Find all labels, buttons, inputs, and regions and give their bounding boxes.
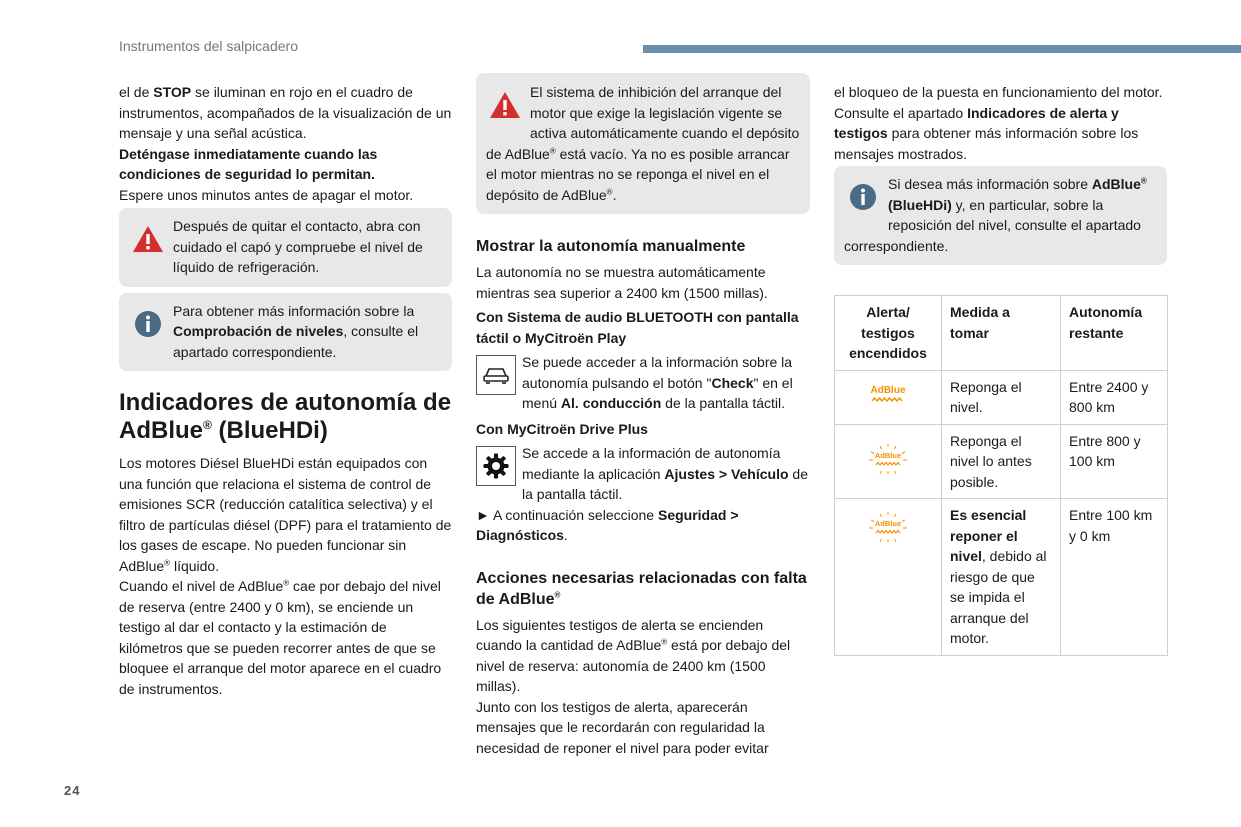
paragraph: Se puede acceder a la información sobre la autonomía pulsando el botón "Check" en el menú Al. conducción de la pantalla táctil. (476, 352, 810, 414)
adblue-flashing-icon (835, 499, 942, 656)
range-cell: Entre 800 y 100 km (1061, 424, 1168, 499)
paragraph: La autonomía no se muestra automáticamente mientras sea superior a 2400 km (1500 millas). (476, 264, 768, 301)
warning-box: El sistema de inhibición del arranque del motor que exige la legislación vigente se activa automáticamente cuando el depósito de AdBlue® está vacío. Ya no es posible arrancar el motor mientras no se reponga el nivel en el depósito de AdBlue®. (476, 73, 810, 214)
action-cell: Es esencial reponer el nivel, debido al riesgo de que se impida el arranque del motor. (942, 499, 1061, 656)
info-box: Si desea más información sobre AdBlue® (BlueHDi) y, en particular, sobre la reposición del nivel, consulte el apartado correspondiente. (834, 166, 1167, 265)
info-icon (131, 307, 165, 341)
paragraph: Se accede a la información de autonomía mediante la aplicación Ajustes > Vehículo de la pantalla táctil. (476, 443, 810, 505)
warning-triangle-icon (131, 222, 165, 256)
running-header: Instrumentos del salpicadero (119, 38, 298, 54)
adblue-flashing-icon (835, 424, 942, 499)
page-number: 24 (64, 783, 81, 798)
paragraph: el de STOP se iluminan en rojo en el cuadro de instrumentos, acompañados de la visualización de un mensaje y una señal acústica. (119, 84, 452, 141)
section-heading: Mostrar la autonomía manualmente (476, 238, 746, 255)
link-comprobacion-niveles: Comprobación de niveles (173, 323, 344, 339)
subheading: Con Sistema de audio BLUETOOTH con pantalla táctil o MyCitroën Play (476, 309, 799, 346)
paragraph: Los siguientes testigos de alerta se encienden cuando la cantidad de AdBlue® está por debajo del nivel de reserva: autonomía de 2400 km (1500 millas). (476, 616, 791, 694)
range-cell: Entre 100 km y 0 km (1061, 499, 1168, 656)
subheading: Con MyCitroën Drive Plus (476, 420, 648, 437)
info-box: Para obtener más información sobre la Comprobación de niveles, consulte el apartado correspondiente. (119, 293, 452, 372)
section-heading: Acciones necesarias relacionadas con falta de AdBlue® (476, 569, 807, 608)
warning-box (119, 208, 452, 287)
column-3 (834, 82, 1167, 656)
table-row (835, 370, 1168, 424)
warning-text: Después de quitar el contacto, abra con cuidado el capó y compruebe el nivel de líquido de refrigeración. (173, 218, 423, 275)
column-header: Medida a tomar (942, 296, 1061, 371)
adblue-alert-table (834, 295, 1168, 656)
adblue-icon (835, 370, 942, 424)
paragraph: Junto con los testigos de alerta, aparecerán mensajes que le recordarán con regularidad la necesidad de reponer el nivel para poder evitar (476, 698, 769, 756)
step-instruction: ► A continuación seleccione Seguridad > Diagnósticos. (476, 506, 739, 543)
section-heading: Indicadores de autonomía de AdBlue® (BlueHDi) (119, 389, 452, 444)
table-row (835, 424, 1168, 499)
column-header: Alerta/ testigos encendidos (835, 296, 942, 371)
svg-text:AdBlue: AdBlue (870, 385, 906, 397)
paragraph: el bloqueo de la puesta en funcionamiento del motor. Consulte el apartado Indicadores de alerta y testigos para obtener más información sobre los mensajes mostrados. (834, 84, 1163, 162)
safety-instruction: Deténgase inmediatamente cuando las condiciones de seguridad lo permitan. (119, 145, 378, 182)
header-accent-bar (643, 45, 1241, 53)
column-2 (476, 73, 810, 758)
car-icon (476, 355, 516, 395)
paragraph: Cuando el nivel de AdBlue® cae por debajo del nivel de reserva (entre 2400 y 0 km), se enciende un testigo al dar el contacto y la estimación de kilómetros que se pueden recorrer antes de que se bloquee el arranque del motor aparece en el cuadro de instrumentos. (119, 578, 442, 697)
column-header: Autonomía restante (1061, 296, 1168, 371)
action-cell: Reponga el nivel. (942, 370, 1061, 424)
paragraph: Los motores Diésel BlueHDi están equipados con una función que relaciona el sistema de control de emisiones SCR (reducción catalítica selectiva) y el filtro de partículas diésel (DPF) para el tratamiento de los gases de escape. No pueden funcionar sin AdBlue® líquido. (119, 455, 452, 574)
arrow-marker-icon: ► (476, 506, 490, 523)
table-header-row (835, 296, 1168, 371)
table-row (835, 499, 1168, 656)
column-1 (119, 82, 452, 699)
range-cell: Entre 2400 y 800 km (1061, 370, 1168, 424)
svg-text:AdBlue: AdBlue (874, 519, 902, 528)
svg-text:AdBlue: AdBlue (874, 450, 902, 460)
info-icon (846, 180, 880, 214)
gear-icon (476, 446, 516, 486)
paragraph: Espere unos minutos antes de apagar el motor. (119, 186, 414, 203)
action-cell: Reponga el nivel lo antes posible. (942, 424, 1061, 499)
warning-triangle-icon (488, 88, 522, 122)
